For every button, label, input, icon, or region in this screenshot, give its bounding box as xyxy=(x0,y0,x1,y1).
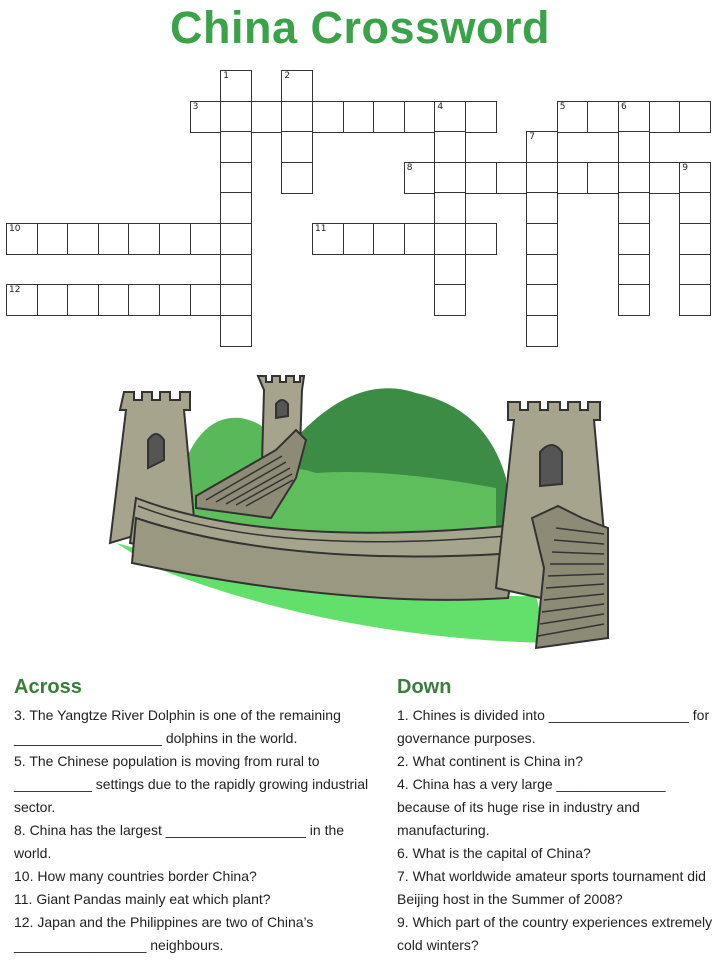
crossword-cell[interactable] xyxy=(679,192,711,224)
down-clue: 9. Which part of the country experiences extremely cold winters? xyxy=(397,914,713,953)
clue-number: 11 xyxy=(315,224,327,234)
crossword-cell[interactable] xyxy=(434,192,466,224)
crossword-cell[interactable] xyxy=(465,162,497,194)
clue-number: 10 xyxy=(9,224,21,234)
crossword-grid xyxy=(0,0,720,360)
front-stairs xyxy=(532,506,608,648)
crossword-cell[interactable] xyxy=(649,162,681,194)
crossword-cell[interactable] xyxy=(587,162,619,194)
down-clue: 1. Chines is divided into __________________ for governance purposes. xyxy=(397,707,710,746)
crossword-cell[interactable] xyxy=(37,284,69,316)
crossword-cell[interactable] xyxy=(220,223,252,255)
crossword-cell[interactable] xyxy=(220,101,252,133)
crossword-cell[interactable] xyxy=(434,101,466,133)
crossword-cell[interactable] xyxy=(128,284,160,316)
crossword-cell[interactable] xyxy=(496,162,528,194)
crossword-cell[interactable] xyxy=(98,223,130,255)
down-clue: 2. What continent is China in? xyxy=(397,753,583,769)
clue-number: 5 xyxy=(559,101,566,112)
crossword-cell[interactable] xyxy=(679,284,711,316)
crossword-cell[interactable] xyxy=(312,101,344,133)
across-clue: 10. How many countries border China? xyxy=(14,868,257,884)
crossword-cell[interactable] xyxy=(526,223,558,255)
page-title: China Crossword xyxy=(169,2,551,53)
across-clue: 8. China has the largest __________________ in the world. xyxy=(14,822,345,861)
crossword-cell[interactable] xyxy=(281,101,313,133)
crossword-cell[interactable] xyxy=(343,223,375,255)
crossword-cell[interactable] xyxy=(220,254,252,286)
crossword-cell[interactable] xyxy=(281,70,313,102)
crossword-cell[interactable] xyxy=(312,223,344,255)
across-clue: 5. The Chinese population is moving from rural to __________ settings due to the rapidly growing industrial sector. xyxy=(14,753,369,815)
crossword-cell[interactable] xyxy=(679,223,711,255)
crossword-cell[interactable] xyxy=(557,101,589,133)
clue-number: 9 xyxy=(682,162,688,173)
clue-number: 8 xyxy=(406,162,413,173)
crossword-cell[interactable] xyxy=(618,284,650,316)
crossword-cell[interactable] xyxy=(220,315,252,347)
crossword-cell[interactable] xyxy=(6,223,38,255)
crossword-cell[interactable] xyxy=(281,131,313,163)
crossword-cell[interactable] xyxy=(526,315,558,347)
crossword-cell[interactable] xyxy=(159,223,191,255)
crossword-cell[interactable] xyxy=(434,254,466,286)
down-clue: 7. What worldwide amateur sports tournament did Beijing host in the Summer of 2008? xyxy=(397,868,706,907)
across-heading: Across xyxy=(14,676,82,698)
crossword-cell[interactable] xyxy=(618,254,650,286)
crossword-cell[interactable] xyxy=(220,162,252,194)
crossword-cell[interactable] xyxy=(618,162,650,194)
crossword-cell[interactable] xyxy=(649,101,681,133)
crossword-cell[interactable] xyxy=(251,101,283,133)
crossword-cell[interactable] xyxy=(465,101,497,133)
crossword-cell[interactable] xyxy=(343,101,375,133)
down-clue: 4. China has a very large ______________ because of its huge rise in industry and manufacturing. xyxy=(397,776,666,838)
crossword-cell[interactable] xyxy=(404,162,436,194)
crossword-cell[interactable] xyxy=(220,70,252,102)
across-clue: 3. The Yangtze River Dolphin is one of the remaining ___________________ dolphins in the world. xyxy=(14,707,341,746)
crossword-cell[interactable] xyxy=(526,284,558,316)
crossword-cell[interactable] xyxy=(434,284,466,316)
crossword-cell[interactable] xyxy=(434,131,466,163)
crossword-cell[interactable] xyxy=(618,223,650,255)
crossword-cell[interactable] xyxy=(281,162,313,194)
crossword-cell[interactable] xyxy=(557,162,589,194)
crossword-cell[interactable] xyxy=(526,254,558,286)
crossword-cell[interactable] xyxy=(128,223,160,255)
clue-number: 2 xyxy=(284,71,291,81)
crossword-cell[interactable] xyxy=(67,223,99,255)
crossword-cell[interactable] xyxy=(190,101,222,133)
across-clue: 12. Japan and the Philippines are two of China’s _________________ neighbours. xyxy=(14,914,314,953)
crossword-cell[interactable] xyxy=(220,131,252,163)
crossword-cell[interactable] xyxy=(679,254,711,286)
crossword-cell[interactable] xyxy=(618,192,650,224)
crossword-cell[interactable] xyxy=(98,284,130,316)
crossword-cell[interactable] xyxy=(373,223,405,255)
crossword-cell[interactable] xyxy=(679,101,711,133)
crossword-cell[interactable] xyxy=(465,223,497,255)
clue-number: 12 xyxy=(9,285,21,296)
clue-number: 3 xyxy=(192,101,199,112)
crossword-cell[interactable] xyxy=(6,284,38,316)
crossword-cell[interactable] xyxy=(190,223,222,255)
across-clue-list xyxy=(14,704,370,957)
crossword-cell[interactable] xyxy=(618,131,650,163)
crossword-cell[interactable] xyxy=(434,162,466,194)
crossword-cell[interactable] xyxy=(587,101,619,133)
clue-number: 6 xyxy=(621,101,627,112)
crossword-cell[interactable] xyxy=(373,101,405,133)
crossword-cell[interactable] xyxy=(434,223,466,255)
clue-number: 1 xyxy=(223,71,229,81)
down-heading: Down xyxy=(397,676,452,698)
clue-number: 4 xyxy=(437,101,444,112)
crossword-cell[interactable] xyxy=(526,162,558,194)
crossword-cell[interactable] xyxy=(190,284,222,316)
crossword-cell[interactable] xyxy=(67,284,99,316)
crossword-cell[interactable] xyxy=(159,284,191,316)
crossword-cell[interactable] xyxy=(220,192,252,224)
down-clue: 6. What is the capital of China? xyxy=(397,845,591,861)
crossword-cell[interactable] xyxy=(404,101,436,133)
crossword-cell[interactable] xyxy=(404,223,436,255)
down-clue-list xyxy=(397,704,713,957)
crossword-cell[interactable] xyxy=(220,284,252,316)
crossword-cell[interactable] xyxy=(679,162,711,194)
across-clue: 11. Giant Pandas mainly eat which plant? xyxy=(14,891,271,907)
crossword-cell[interactable] xyxy=(526,192,558,224)
crossword-cell[interactable] xyxy=(618,101,650,133)
great-wall-illustration xyxy=(96,368,626,668)
crossword-cell[interactable] xyxy=(37,223,69,255)
clue-number: 7 xyxy=(529,132,535,143)
crossword-cell[interactable] xyxy=(526,131,558,163)
